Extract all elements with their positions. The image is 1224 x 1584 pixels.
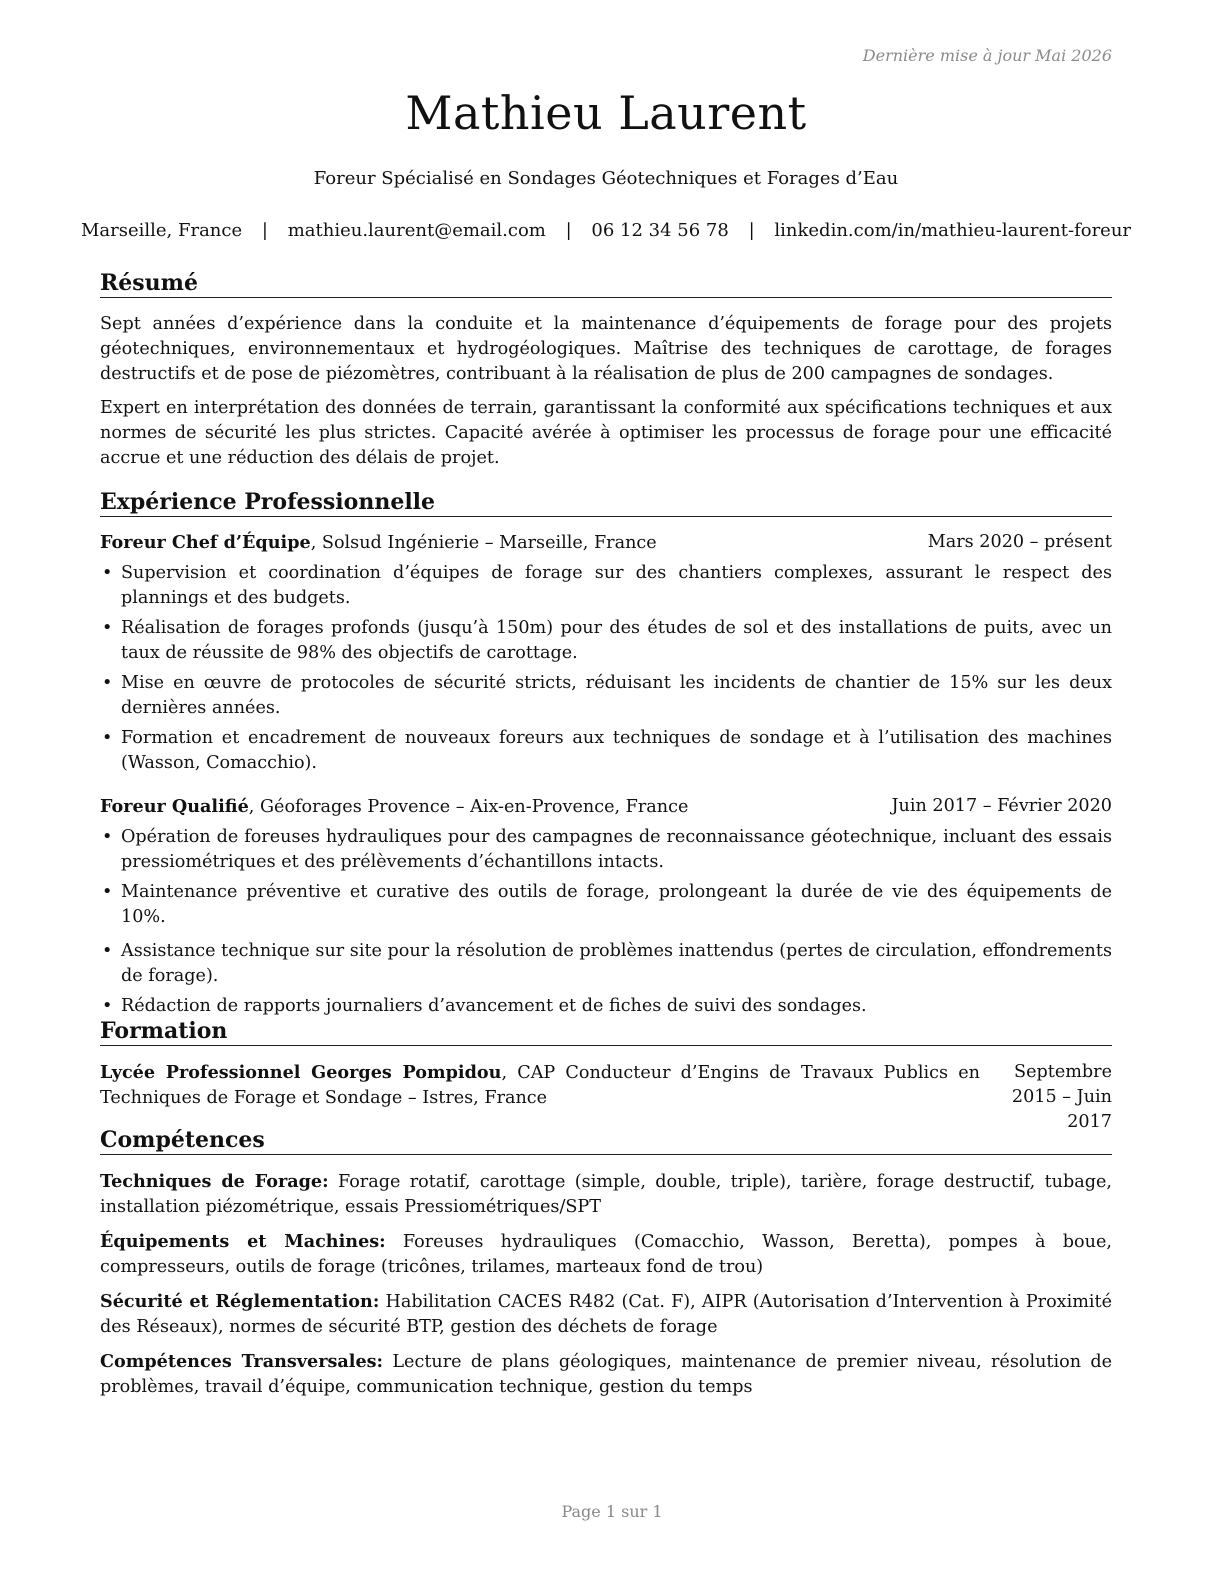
- section-title-summary: Résumé: [100, 270, 1112, 298]
- job-title-company: [100, 794, 688, 820]
- summary-section: [100, 270, 1112, 471]
- contact-separator: |: [261, 220, 268, 241]
- section-title-skills: Compétences: [100, 1127, 1112, 1155]
- job-title: Foreur Spécialisé en Sondages Géotechniques et Forages d’Eau: [313, 168, 899, 189]
- contact-phone[interactable]: 06 12 34 56 78: [591, 220, 729, 241]
- job-entry: [100, 794, 1112, 1019]
- job-header: [100, 794, 1112, 820]
- bullet-icon: •: [102, 563, 113, 583]
- skill-text: Foreuses hydrauliques (Comacchio, Wasson, Beretta), pompes à boue, compresseurs, outils de forage (tricônes, trilames, marteaux fond de trou): [100, 1232, 1112, 1277]
- education-dates: Septembre 2015 – Juin 2017: [1011, 1062, 1112, 1132]
- contact-location: Marseille, France: [80, 220, 243, 241]
- list-item: [100, 880, 1112, 930]
- list-item: [100, 939, 1112, 989]
- job-entry: [100, 530, 1112, 776]
- page-number: Page 1 sur 1: [561, 1502, 663, 1521]
- bullet-icon: •: [102, 941, 113, 961]
- education-program: , CAP Conducteur d’Engins de Travaux Publics en Techniques de Forage et Sondage – Istres, France: [100, 1063, 980, 1108]
- bullet-icon: •: [102, 882, 113, 902]
- bullet-text: Mise en œuvre de protocoles de sécurité stricts, réduisant les incidents de chantier de 15% sur les deux dernières années.: [121, 673, 1112, 718]
- skills-section: [100, 1127, 1112, 1400]
- section-title-education: Formation: [100, 1018, 1112, 1046]
- bullet-icon: •: [102, 618, 113, 638]
- job-company: , Solsud Ingénierie – Marseille, France: [310, 533, 657, 553]
- bullet-text: Formation et encadrement de nouveaux foreurs aux techniques de sondage et à l’utilisation des machines (Wasson, Comacchio).: [121, 728, 1112, 773]
- list-item: [100, 825, 1112, 875]
- list-item: [100, 561, 1112, 611]
- bullet-icon: •: [102, 673, 113, 693]
- skill-text: Habilitation CACES R482 (Cat. F), AIPR (Autorisation d’Intervention à Proximité des Réseaux), normes de sécurité BTP, gestion des déchets de forage: [100, 1292, 1112, 1337]
- skill-label: Sécurité et Réglementation:: [100, 1291, 380, 1312]
- skill-label: Techniques de Forage:: [100, 1171, 329, 1192]
- skill-item: [100, 1169, 1112, 1220]
- list-item: [100, 726, 1112, 776]
- bullet-text: Supervision et coordination d’équipes de forage sur des chantiers complexes, assurant le respect des plannings et des budgets.: [121, 563, 1112, 608]
- skill-item: [100, 1229, 1112, 1280]
- skill-item: [100, 1349, 1112, 1400]
- contact-separator: |: [565, 220, 572, 241]
- education-school: Lycée Professionnel Georges Pompidou: [100, 1062, 502, 1083]
- job-role: Foreur Chef d’Équipe: [100, 532, 311, 553]
- education-section: [100, 1018, 1112, 1135]
- summary-paragraph: Expert en interprétation des données de terrain, garantissant la conformité aux spécifications techniques et aux normes de sécurité les plus strictes. Capacité avérée à optimiser les processus de forage pour une efficacité accrue et une réduction des délais de projet.: [100, 398, 1112, 468]
- bullet-icon: •: [102, 996, 113, 1016]
- job-company: , Géoforages Provence – Aix-en-Provence, France: [248, 797, 689, 817]
- job-dates: Juin 2017 – Février 2020: [891, 796, 1112, 816]
- skill-text: Forage rotatif, carottage (simple, double, triple), tarière, forage destructif, tubage, installation piézométrique, essais Pressiométriques/SPT: [100, 1172, 1113, 1217]
- skill-label: Compétences Transversales:: [100, 1351, 384, 1372]
- job-dates: Mars 2020 – présent: [927, 532, 1112, 552]
- skill-text: Lecture de plans géologiques, maintenance de premier niveau, résolution de problèmes, travail d’équipe, communication technique, gestion du temps: [100, 1352, 1113, 1397]
- list-item: [100, 994, 1112, 1019]
- bullet-text: Réalisation de forages profonds (jusqu’à 150m) pour des études de sol et des installations de puits, avec un taux de réussite de 98% des objectifs de carottage.: [121, 618, 1112, 663]
- job-role: Foreur Qualifié: [100, 796, 249, 817]
- bullet-text: Rédaction de rapports journaliers d’avancement et de fiches de suivi des sondages.: [121, 996, 867, 1016]
- contact-linkedin[interactable]: linkedin.com/in/mathieu-laurent-foreur: [774, 220, 1132, 241]
- list-item: [100, 671, 1112, 721]
- bullet-text: Assistance technique sur site pour la résolution de problèmes inattendus (pertes de circulation, effondrements de forage).: [121, 941, 1112, 986]
- list-item: [100, 616, 1112, 666]
- education-details: [100, 1060, 980, 1135]
- bullet-icon: •: [102, 728, 113, 748]
- last-updated: Dernière mise à jour Mai 2026: [862, 46, 1112, 65]
- job-bullets: [100, 561, 1112, 776]
- skill-label: Équipements et Machines:: [100, 1231, 386, 1252]
- education-entry: [100, 1060, 1112, 1135]
- job-title-company: [100, 530, 657, 556]
- bullet-icon: •: [102, 827, 113, 847]
- summary-paragraph: Sept années d’expérience dans la conduite et la maintenance d’équipements de forage pour des projets géotechniques, environnementaux et hydrogéologiques. Maîtrise des techniques de carottage, de forages destructifs et de pose de piézomètres, contribuant à la réalisation de plus de 200 campagnes de sondages.: [100, 314, 1112, 384]
- skill-item: [100, 1289, 1112, 1340]
- bullet-text: Maintenance préventive et curative des outils de forage, prolongeant la durée de vie des équipements de 10%.: [121, 882, 1112, 927]
- experience-section: [100, 489, 1112, 1024]
- bullet-text: Opération de foreuses hydrauliques pour des campagnes de reconnaissance géotechnique, incluant des essais pressiométriques et des prélèvements d’échantillons intacts.: [121, 827, 1112, 872]
- contact-email[interactable]: mathieu.laurent@email.com: [287, 220, 546, 241]
- contact-line: [70, 220, 1142, 241]
- job-bullets: [100, 825, 1112, 1019]
- candidate-name: Mathieu Laurent: [405, 86, 807, 140]
- job-header: [100, 530, 1112, 556]
- section-title-experience: Expérience Professionnelle: [100, 489, 1112, 517]
- contact-separator: |: [748, 220, 755, 241]
